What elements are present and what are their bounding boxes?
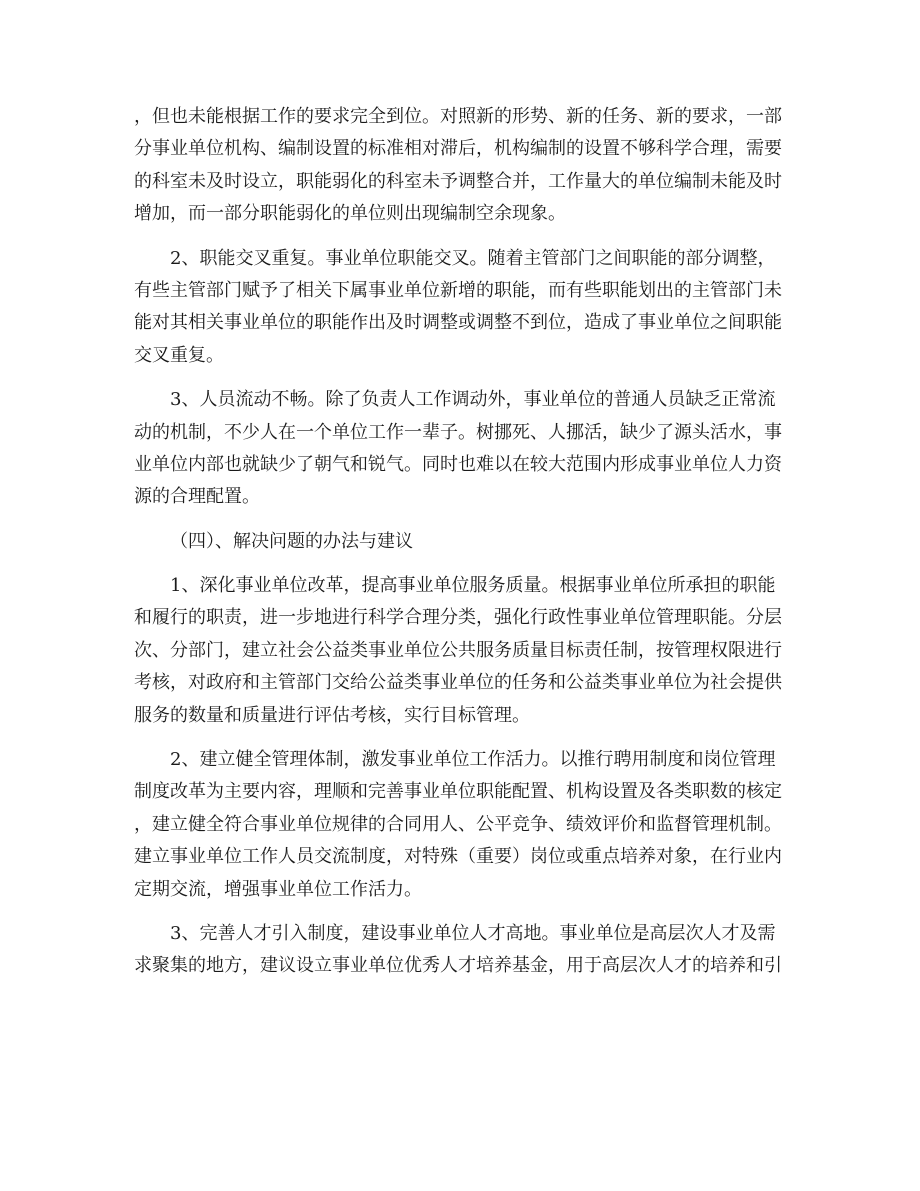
text-line: 分事业单位机构、编制设置的标准相对滞后，机构编制的设置不够科学合理，需要 <box>134 138 782 160</box>
paragraph-continuation <box>134 101 790 231</box>
text-line: 源的合理配置。 <box>134 486 260 508</box>
text-line: 考核，对政府和主管部门交给公益类事业单位的任务和公益类事业单位为社会提供 <box>134 672 782 694</box>
text-line: 求聚集的地方，建议设立事业单位优秀人才培养基金，用于高层次人才的培养和引 <box>134 955 782 977</box>
paragraph-suggestion-1 <box>134 570 790 732</box>
heading-line: （四）、解决问题的办法与建议 <box>170 530 413 552</box>
section-heading <box>134 526 790 558</box>
paragraph-suggestion-2 <box>134 744 790 906</box>
text-line: ，建立健全符合事业单位规律的合同用人、公平竞争、绩效评价和监督管理机制。 <box>134 813 782 835</box>
text-line: 定期交流，增强事业单位工作活力。 <box>134 878 422 900</box>
text-line: 次、分部门，建立社会公益类事业单位公共服务质量目标责任制，按管理权限进行 <box>134 639 782 661</box>
text-line: 交叉重复。 <box>134 344 224 366</box>
text-line: 的科室未及时设立，职能弱化的科室未予调整合并，工作量大的单位编制未能及时 <box>134 170 782 192</box>
text-line: 2、职能交叉重复。事业单位职能交叉。随着主管部门之间职能的部分调整， <box>170 247 776 269</box>
text-line: 制度改革为主要内容，理顺和完善事业单位职能配置、机构设置及各类职数的核定 <box>134 781 782 803</box>
text-line: 服务的数量和质量进行评估考核，实行目标管理。 <box>134 704 530 726</box>
paragraph-problem-2 <box>134 243 790 373</box>
text-line: ，但也未能根据工作的要求完全到位。对照新的形势、新的任务、新的要求，一部 <box>134 106 782 127</box>
paragraph-problem-3 <box>134 384 790 514</box>
text-line: 业单位内部也就缺少了朝气和锐气。同时也难以在较大范围内形成事业单位人力资 <box>134 453 782 475</box>
text-line: 3、人员流动不畅。除了负责人工作调动外，事业单位的普通人员缺乏正常流 <box>170 389 776 411</box>
text-line: 增加，而一部分职能弱化的单位则出现编制空余现象。 <box>134 203 566 225</box>
document-body <box>134 101 790 995</box>
text-line: 建立事业单位工作人员交流制度，对特殊（重要）岗位或重点培养对象，在行业内 <box>134 846 782 868</box>
text-line: 有些主管部门赋予了相关下属事业单位新增的职能，而有些职能划出的主管部门未 <box>134 279 782 301</box>
text-line: 动的机制，不少人在一个单位工作一辈子。树挪死、人挪活，缺少了源头活水，事 <box>134 421 782 443</box>
text-line: 3、完善人才引入制度，建设事业单位人才高地。事业单位是高层次人才及需 <box>170 922 776 944</box>
text-line: 1、深化事业单位改革，提高事业单位服务质量。根据事业单位所承担的职能 <box>170 575 776 597</box>
text-line: 能对其相关事业单位的职能作出及时调整或调整不到位，造成了事业单位之间职能 <box>134 312 782 334</box>
text-line: 2、建立健全管理体制，激发事业单位工作活力。以推行聘用制度和岗位管理 <box>170 749 776 771</box>
paragraph-suggestion-3 <box>134 918 790 983</box>
text-line: 和履行的职责，进一步地进行科学合理分类，强化行政性事业单位管理职能。分层 <box>134 607 782 629</box>
